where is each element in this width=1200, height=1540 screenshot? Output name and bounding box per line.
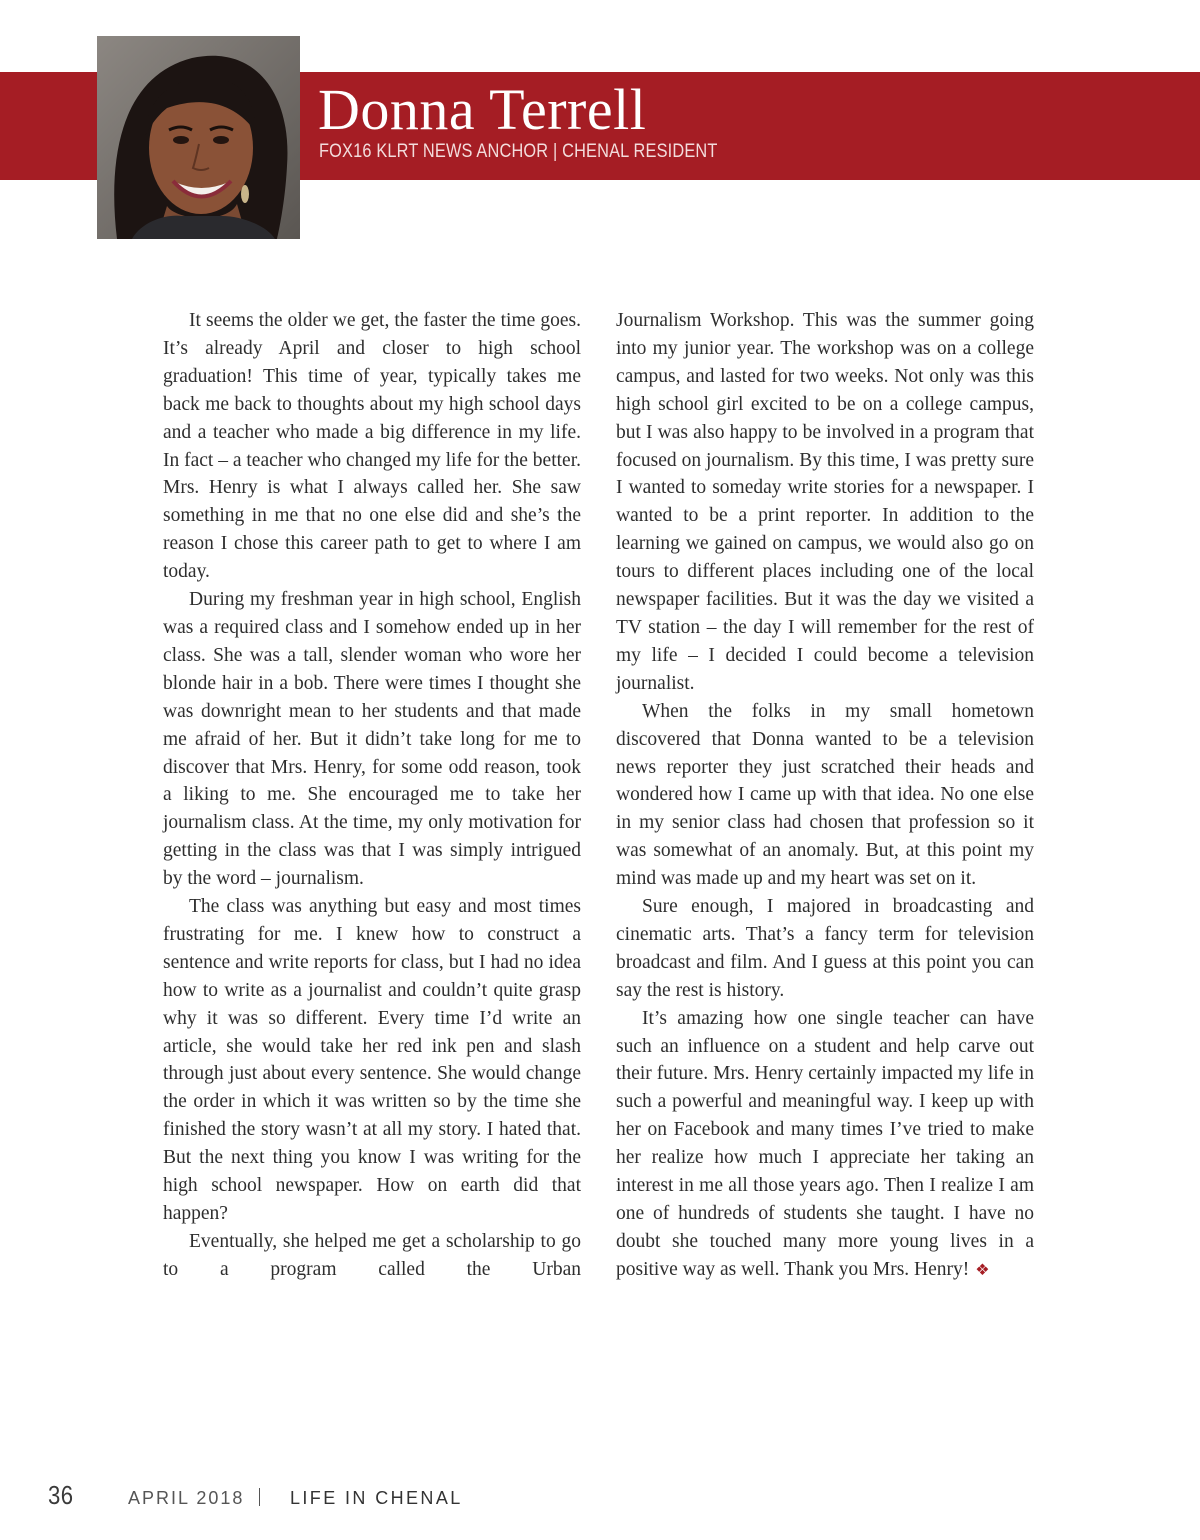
author-photo: [97, 36, 300, 239]
page-footer: [48, 1476, 748, 1516]
article-paragraph: Sure enough, I majored in broadcasting and cinematic arts. That’s a fancy term for television broadcast and film. And I guess at this point you can say the rest is history.: [616, 896, 1034, 1001]
article-paragraph: It seems the older we get, the faster the time goes. It’s already April and closer to high school graduation! This time of year, typically takes me back me back to thoughts about my high school days and a teacher who made a big difference in my life. In fact – a teacher who changed my life for the better. Mrs. Henry is what I always called her. She saw something in me that no one else did and she’s the reason I chose this career path to get to where I am today.: [163, 310, 581, 583]
article-column-left: [163, 307, 581, 1284]
author-name: Donna Terrell: [318, 77, 647, 142]
article-final-text: It’s amazing how one single teacher can have such an influence on a student and help carve out their future. Mrs. Henry certainly impacted my life in such a powerful and meaningful way. I keep up with her on Facebook and many times I’ve tried to make her realize how much I appreciate her taking an interest in me all those years ago. Then I realize I am one of hundreds of students she taught. I have no doubt she touched many more young lives in a positive way as well. Thank you Mrs. Henry!: [616, 1007, 1034, 1280]
article-paragraph-final: [616, 1005, 1034, 1285]
article-column-right: [616, 307, 1034, 1285]
magazine-name: LIFE IN CHENAL: [290, 1488, 463, 1508]
footer-divider: [259, 1488, 260, 1506]
article-paragraph: The class was anything but easy and most times frustrating for me. I knew how to construct a sentence and write reports for class, but I had no idea how to write as a journalist and couldn’t quite grasp why it was so different. Every time I’d write an article, she would take her red ink pen and slash through just about every sentence. She would change the order in which it was written so by the time she finished the story wasn’t at all my story. I hated that. But the next thing you know I was writing for the high school newspaper. How on earth did that happen?: [163, 896, 581, 1224]
article-paragraph: Journalism Workshop. This was the summer going into my junior year. The workshop was on a college campus, and lasted for two weeks. Not only was this high school girl excited to be on a college campus, but I was also happy to be involved in a program that focused on journalism. By this time, I was pretty sure I wanted to someday write stories for a newspaper. I wanted to be a print reporter. In addition to the learning we gained on campus, we would also go on tours to different places including one of the local newspaper facilities. But it was the day we visited a TV station – the day I will remember for the rest of my life – I decided I could become a television journalist.: [616, 310, 1034, 694]
article-paragraph: When the folks in my small hometown discovered that Donna wanted to be a television news reporter they just scratched their heads and wondered how I came up with that idea. No one else in my senior class had chosen that profession so it was somewhat of an anomaly. But, at this point my mind was made up and my heart was set on it.: [616, 700, 1034, 890]
article-paragraph: Eventually, she helped me get a scholarship to go to a program called the Urban: [163, 1230, 581, 1280]
article-paragraph: During my freshman year in high school, English was a required class and I somehow ended up in her class. She was a tall, slender woman who wore her blonde hair in a bob. There were times I thought she was downright mean to her students and that made me afraid of her. But it didn’t take long for me to discover that Mrs. Henry, for some odd reason, took a liking to me. She encouraged me to take her journalism class. At the time, my only motivation for getting in the class was that I was simply intrigued by the word – journalism.: [163, 589, 581, 890]
author-title: FOX16 KLRT NEWS ANCHOR | CHENAL RESIDENT: [319, 141, 718, 162]
issue-date: APRIL 2018: [128, 1488, 245, 1508]
portrait-illustration: [97, 36, 300, 239]
end-mark-icon: ❖: [975, 1261, 990, 1279]
page-number: 36: [48, 1480, 74, 1510]
